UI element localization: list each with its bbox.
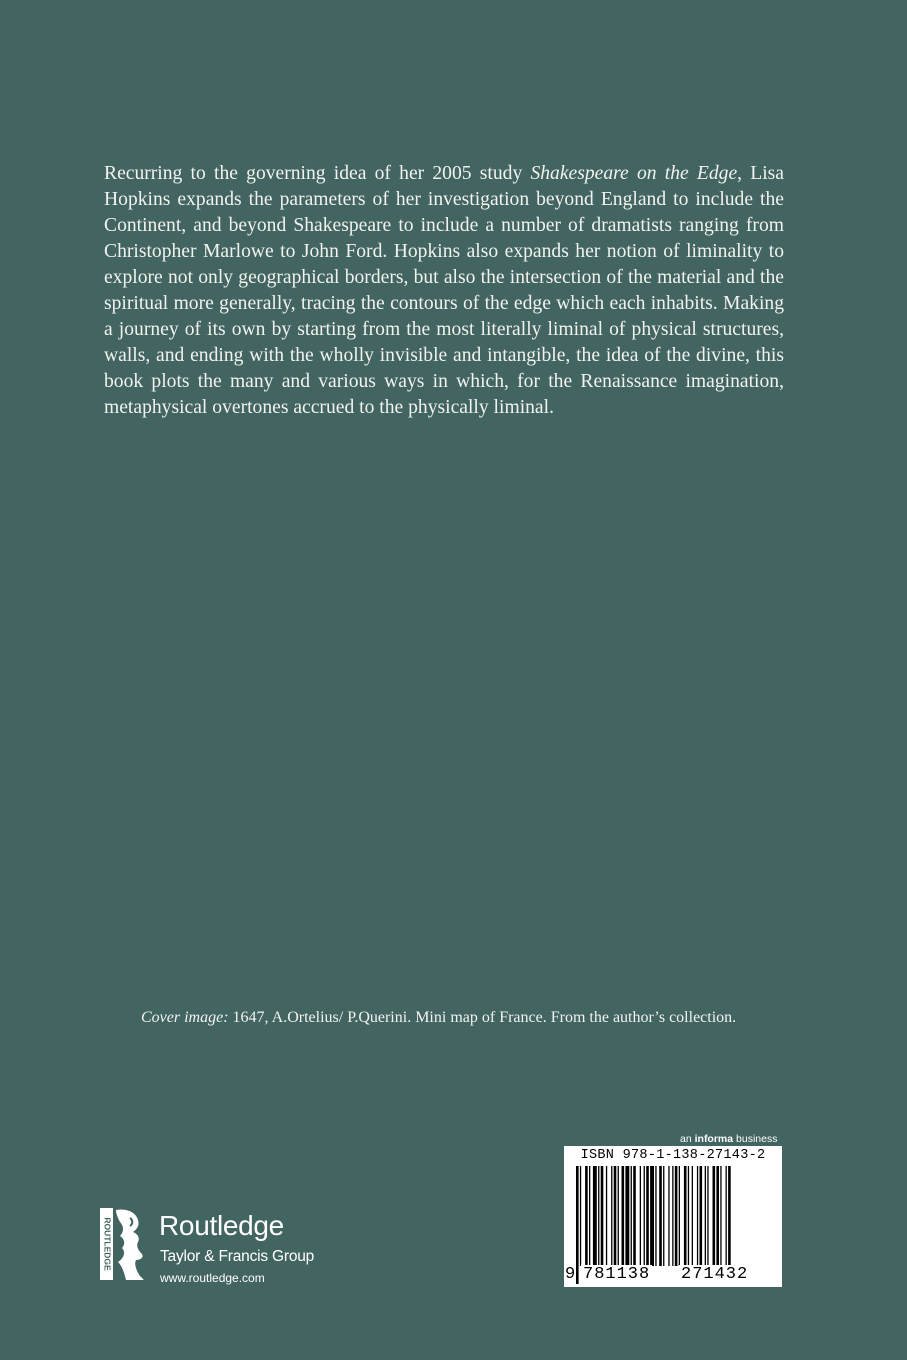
cover-image-credit — [141, 1008, 781, 1028]
isbn-lead-digit: 9 — [565, 1265, 576, 1284]
barcode-bar — [614, 1166, 617, 1266]
barcode-bar — [705, 1166, 706, 1266]
barcode-bar — [576, 1166, 579, 1284]
barcode-bar — [598, 1166, 599, 1266]
informa-suffix: business — [733, 1133, 778, 1145]
barcode-bar — [663, 1166, 664, 1266]
barcode-bar — [668, 1166, 669, 1266]
barcode-bar — [580, 1166, 581, 1266]
barcode-bar — [672, 1166, 673, 1266]
barcode-bar — [679, 1166, 680, 1266]
isbn-label: ISBN 978-1-138-27143-2 — [580, 1148, 766, 1163]
barcode-bar — [631, 1166, 632, 1266]
publisher-name: Routledge — [159, 1210, 284, 1241]
publisher-group: Taylor & Francis Group — [160, 1248, 315, 1265]
barcode-bar — [713, 1166, 716, 1266]
book-title: Shakespeare on the Edge — [530, 163, 738, 184]
barcode-bar — [601, 1166, 604, 1266]
blurb-text-start: Recurring to the governing idea of her 2005 study — [104, 163, 531, 184]
barcode-bar — [622, 1166, 625, 1266]
barcode-bar — [618, 1166, 619, 1266]
barcode-bar — [646, 1166, 649, 1266]
isbn-digit-group-2: 271432 — [681, 1265, 749, 1284]
barcode-bar — [675, 1166, 678, 1266]
barcode-bar — [688, 1166, 689, 1266]
isbn-digit-group-1: 781138 — [583, 1265, 651, 1284]
routledge-logo — [100, 1206, 360, 1286]
publisher-url: www.routledge.com — [160, 1271, 265, 1285]
isbn-barcode — [564, 1146, 782, 1287]
back-cover-blurb — [104, 161, 784, 421]
cover-credit-text: 1647, A.Ortelius/ P.Querini. Mini map of France. From the author’s collection. — [228, 1009, 737, 1026]
routledge-head-icon — [100, 1206, 146, 1280]
informa-tagline — [680, 1133, 777, 1145]
informa-brand: informa — [694, 1133, 734, 1145]
barcode-bar — [728, 1166, 731, 1266]
barcode-bar — [716, 1166, 719, 1266]
barcode-bar — [720, 1166, 721, 1266]
barcode-bar — [697, 1166, 698, 1266]
barcode-bar — [700, 1166, 703, 1266]
barcode-bar — [707, 1166, 708, 1266]
barcode-bar — [659, 1166, 662, 1266]
barcode-bar — [633, 1166, 636, 1266]
barcode-bar — [625, 1166, 629, 1266]
blurb-text-rest: , Lisa Hopkins expands the parameters of her investigation beyond England to include the Continent, and beyond Shakespeare to include a number of dramatists ranging from Christopher Marlowe to John Ford. Hopkins also expands her notion of liminality to explore not only geographical borders, but also the intersection of the material and the spiritual more generally, tracing the contours of the edge which each inhabits. Making a journey of its own by starting from the most literally liminal of physical structures, walls, and ending with the wholly invisible and intangible, the idea of the divine, this book plots the many and various ways in which, for the Renaissance imagination, metaphysical overtones accrued to the physically liminal. — [104, 163, 784, 418]
barcode-bar — [655, 1166, 656, 1266]
barcode-bar — [726, 1166, 727, 1266]
cover-credit-label: Cover image: — [141, 1009, 229, 1026]
barcode-bar — [644, 1166, 645, 1266]
barcode-bar — [640, 1166, 641, 1266]
barcode-bar — [684, 1166, 687, 1266]
barcode-bar — [606, 1166, 607, 1266]
barcode-bar — [589, 1166, 590, 1266]
barcode-bar — [611, 1166, 612, 1266]
logo-side-text: ROUTLEDGE — [102, 1217, 113, 1271]
informa-prefix: an — [680, 1133, 695, 1145]
barcode-bar — [692, 1166, 693, 1266]
barcode-bar — [650, 1166, 654, 1266]
